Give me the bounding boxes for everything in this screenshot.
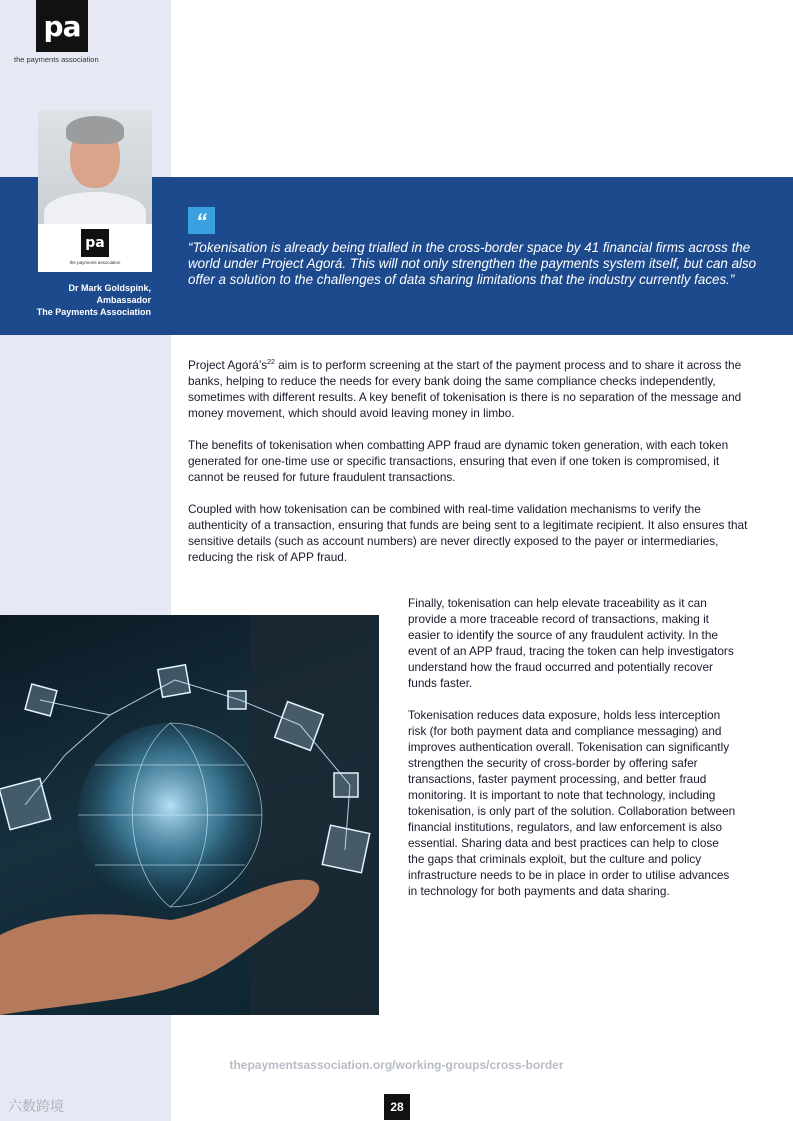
paragraph-1 <box>188 355 748 421</box>
watermark-text: 六数跨境 <box>8 1098 64 1114</box>
card-logo-text: pa <box>85 235 105 251</box>
photo-shirt <box>44 192 146 224</box>
pull-quote: “Tokenisation is already being trialled in the cross-border space by 41 financial firms across the world under Project Agorá. This will not only strengthen the payments system itself, but can also offer a solution to the challenges of data sharing limitations that the industry currently faces.” <box>188 240 757 287</box>
illustration-svg <box>0 615 379 1015</box>
logo-caption: the payments association <box>14 55 99 64</box>
body-text <box>188 355 748 581</box>
paragraph-1-rest: aim is to perform screening at the start of the payment process and to share it across the banks, helping to reduce the needs for every bank doing the same compliance checks independently, sometimes with different results. A key benefit of tokenisation is there is no separation of the message and money movement, which should avoid leaving money in limbo. <box>188 357 742 420</box>
speaker-card <box>38 110 152 272</box>
paragraph-5: Tokenisation reduces data exposure, holds less interception risk (for both payment data and compliance messaging) and improves authentication overall. Tokenisation can significantly strengthen the security of cross-border by offering safer transactions, faster payment processing, and better fraud monitoring. It is important to note that technology, including tokenisation, is only part of the solution. Collaboration between financial institutions, regulators, and law enforcement is also essential. Sharing data and best practices can help to close the gaps that criminals exploit, but the culture and policy infrastructure needs to be in place in order to utilise advances in technology for both payments and data sharing. <box>408 708 736 898</box>
paragraph-2: The benefits of tokenisation when combatting APP fraud are dynamic token generation, with each token generated for one-time use or specific transactions, ensuring that even if one token is compromised, it cannot be reused for future fraudulent transactions. <box>188 437 729 484</box>
paragraph-4: Finally, tokenisation can help elevate traceability as it can provide a more traceable record of transactions, making it easier to identify the source of any fraudulent activity. In the event of an APP fraud, tracing the token can help investigators understand how the fraud occurred and potentially recover funds faster. <box>408 596 734 690</box>
card-pa-logo <box>81 229 109 257</box>
card-logo-caption: the payments association <box>69 260 121 265</box>
speaker-photo <box>38 110 152 224</box>
speaker-credit <box>10 282 151 318</box>
footer-url-link[interactable]: thepaymentsassociation.org/working-groups/cross-border <box>229 1058 564 1072</box>
paragraph-3: Coupled with how tokenisation can be combined with real-time validation mechanisms to verify the authenticity of a transaction, ensuring that funds are being sent to a legitimate recipient. It also ensures that sensitive details (such as account numbers) are never directly exposed to the payer or intermediaries, reducing the risk of APP fraud. <box>188 501 748 564</box>
speaker-org: The Payments Association <box>36 307 151 317</box>
globe-network-illustration <box>0 615 379 1015</box>
speaker-name: Dr Mark Goldspink, <box>68 283 151 293</box>
page-number: 28 <box>384 1094 410 1120</box>
logo-text: pa <box>43 9 81 43</box>
footnote-ref: 22 <box>267 359 275 366</box>
speaker-role: Ambassador <box>96 295 151 305</box>
right-column-text <box>408 595 738 915</box>
quote-mark-icon: “ <box>188 207 215 234</box>
paragraph-1-start: Project Agorá’s <box>188 357 268 372</box>
photo-hair <box>66 116 124 144</box>
pa-logo <box>36 0 88 52</box>
